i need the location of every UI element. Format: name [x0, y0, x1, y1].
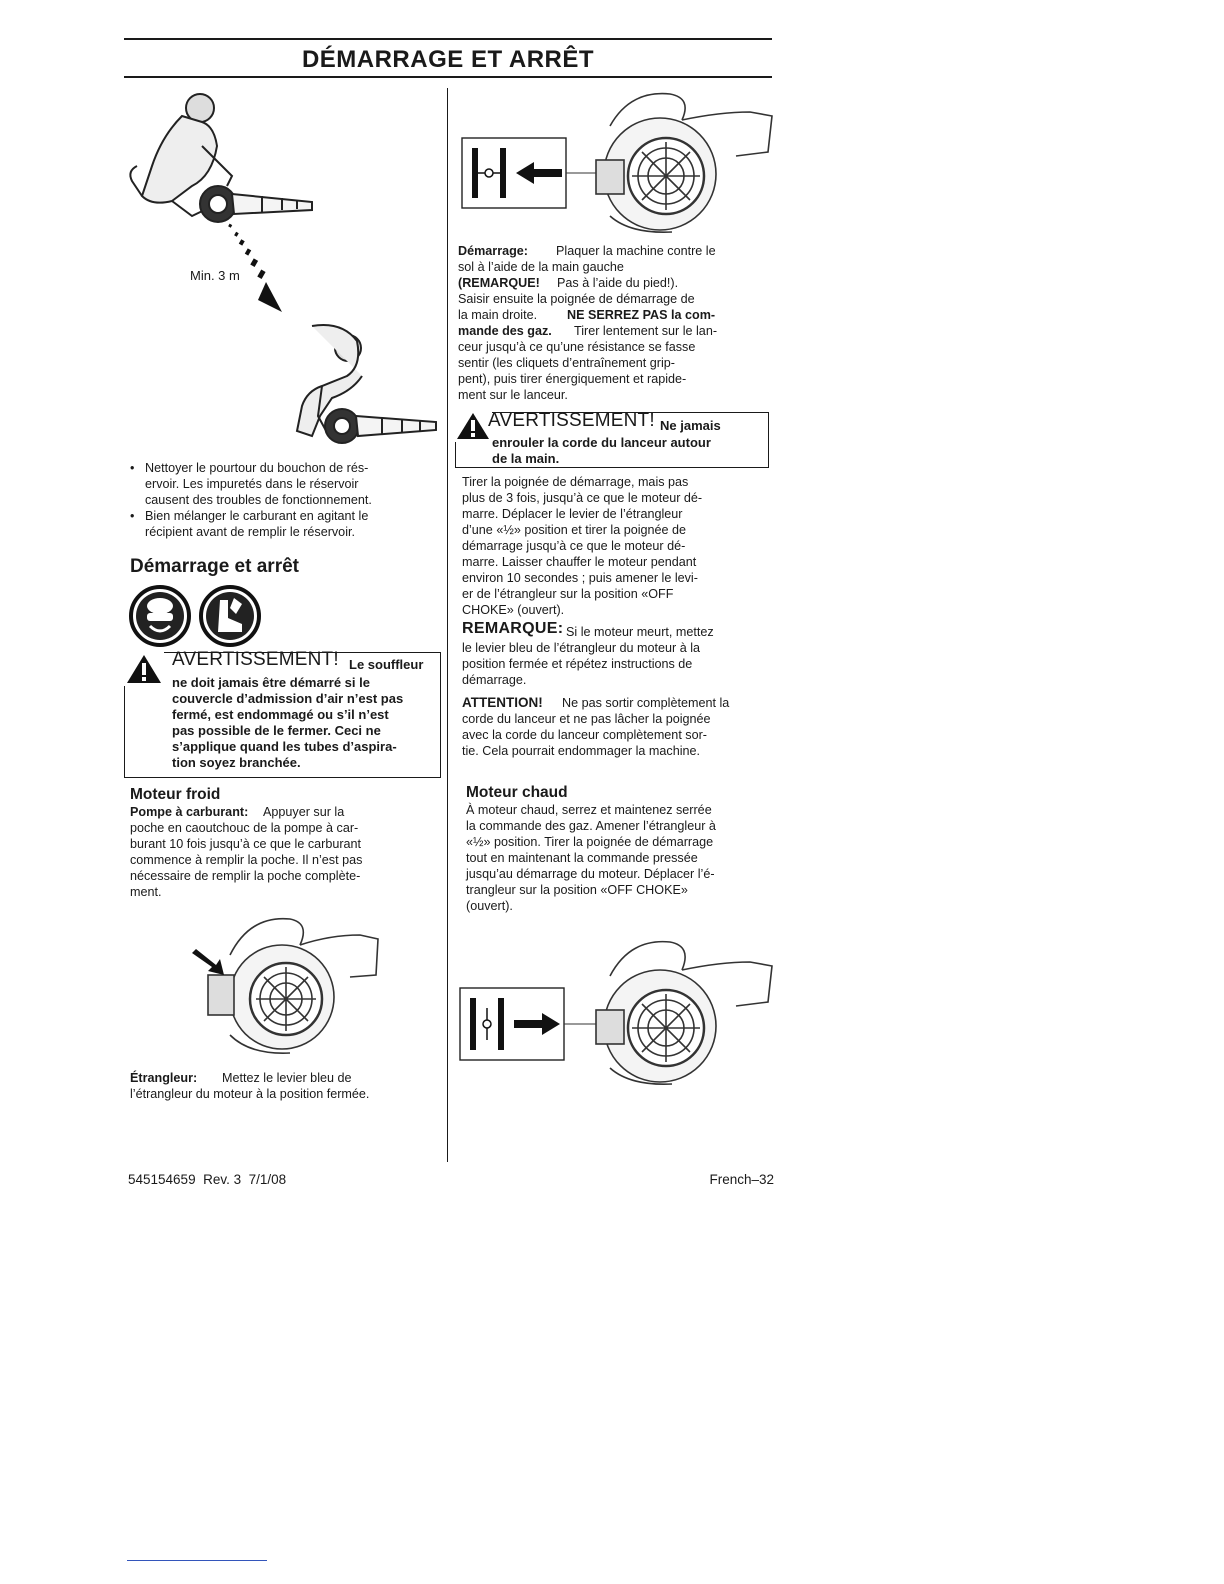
start-line-6: Tirer lentement sur le lan- — [574, 324, 718, 338]
blower-fuel-pump-illustration — [190, 905, 390, 1065]
start-line-9: pent), puis tirer énergiquement et rapide- — [458, 372, 687, 386]
bullet-text-line-3: causent des troubles de fonctionnement. — [145, 493, 372, 507]
warm-line-1: À moteur chaud, serrez et maintenez serrée — [466, 803, 712, 817]
remarque-word: REMARQUE: — [462, 620, 564, 637]
warning-2-word: AVERTISSEMENT! — [488, 410, 655, 431]
attention-line-3: avec la corde du lanceur complètement sor- — [462, 728, 708, 742]
fuel-pump-line-2: poche en caoutchouc de la pompe à car- — [130, 821, 359, 835]
warning-triangle-icon — [124, 652, 164, 686]
warning-2-line-2: enrouler la corde du lanceur autour — [492, 435, 711, 450]
pull-line-2: plus de 3 fois, jusqu’à ce que le moteur dé- — [462, 491, 703, 505]
attention-word: ATTENTION! — [462, 695, 543, 710]
warning-1-line-6: s’applique quand les tubes d’aspira- — [172, 739, 397, 754]
attention-line-2: corde du lanceur et ne pas lâcher la poignée — [462, 712, 711, 726]
pull-line-9: CHOKE» (ouvert). — [462, 603, 565, 617]
warning-1-line-3: couvercle d’admission d’air n’est pas — [172, 691, 404, 706]
warm-line-5: jusqu’au démarrage du moteur. Déplacer l’é- — [466, 867, 715, 881]
choke-line-2: l’étrangleur du moteur à la position fermée. — [130, 1087, 370, 1101]
warning-1-line-4: fermé, est endommagé ou s’il n’est — [172, 707, 389, 722]
warning-1-line-5: pas possible de le fermer. Ceci ne — [172, 723, 381, 738]
remarque-line-2: le levier bleu de l’étrangleur du moteur à la — [462, 641, 701, 655]
warm-line-6: trangleur sur la position «OFF CHOKE» — [466, 883, 688, 897]
attention-line-1: Ne pas sortir complètement la — [562, 696, 730, 710]
warning-1-line-2: ne doit jamais être démarré si le — [172, 675, 370, 690]
protective-equipment-icon — [128, 584, 192, 648]
section-heading: Démarrage et arrêt — [130, 556, 299, 577]
choke-half-illustration — [460, 86, 776, 236]
warm-line-7: (ouvert). — [466, 899, 513, 913]
pull-line-8: er de l’étrangleur sur la position «OFF — [462, 587, 674, 601]
pull-line-5: démarrage jusqu’à ce que le moteur dé- — [462, 539, 686, 553]
footer-doc-number: 545154659 Rev. 3 7/1/08 — [128, 1172, 287, 1187]
bullet-text-line-4: Bien mélanger le carburant en agitant le — [145, 509, 369, 523]
start-line-5: la main droite. — [458, 308, 538, 322]
choke-open-illustration — [458, 932, 778, 1092]
warm-line-2: la commande des gaz. Amener l’étrangleur à — [466, 819, 716, 833]
distance-label: Min. 3 m — [190, 268, 240, 283]
start-line-8: sentir (les cliquets d’entraînement grip- — [458, 356, 675, 370]
bullet-text-line-1: Nettoyer le pourtour du bouchon de rés- — [145, 461, 369, 475]
start-line-1: Plaquer la machine contre le — [556, 244, 716, 258]
header-top-rule — [124, 38, 772, 40]
cold-engine-heading: Moteur froid — [130, 786, 221, 803]
page-title: DÉMARRAGE ET ARRÊT — [301, 46, 595, 73]
no-throttle-a: NE SERREZ PAS la com- — [567, 308, 716, 322]
pull-line-3: marre. Déplacer le levier de l’étrangleur — [462, 507, 683, 521]
start-line-10: ment sur le lanceur. — [458, 388, 568, 402]
pull-line-1: Tirer la poignée de démarrage, mais pas — [462, 475, 689, 489]
warning-1-line-1: Le souffleur — [349, 657, 424, 672]
bullet-2-marker: • — [130, 509, 135, 523]
fuel-pump-line-3: burant 10 fois jusqu’à ce que le carburant — [130, 837, 362, 851]
fuel-pump-line-5: nécessaire de remplir la poche complète- — [130, 869, 361, 883]
safety-distance-illustration — [122, 86, 444, 456]
remarque-line-1: Si le moteur meurt, mettez — [566, 625, 714, 639]
remarque-line-4: démarrage. — [462, 673, 527, 687]
no-throttle-b: mande des gaz. — [458, 324, 552, 338]
warm-line-4: tout en maintenant la commande pressée — [466, 851, 698, 865]
warning-1-word: AVERTISSEMENT! — [172, 649, 339, 670]
bullet-text-line-5: récipient avant de remplir le réservoir. — [145, 525, 355, 539]
choke-label: Étrangleur: — [130, 1071, 198, 1085]
start-label: Démarrage: — [458, 244, 528, 258]
pull-line-6: marre. Laisser chauffer le moteur pendant — [462, 555, 697, 569]
start-line-4: Saisir ensuite la poignée de démarrage de — [458, 292, 695, 306]
start-line-2: sol à l’aide de la main gauche — [458, 260, 624, 274]
start-line-7: ceur jusqu’à ce qu’une résistance se fasse — [458, 340, 696, 354]
choke-line-1: Mettez le levier bleu de — [222, 1071, 352, 1085]
fuel-pump-line-4: commence à remplir la poche. Il n’est pas — [130, 853, 363, 867]
bullet-1-line-1: • — [130, 461, 135, 475]
start-remarque-inline: (REMARQUE! — [458, 276, 540, 290]
attention-line-4: tie. Cela pourrait endommager la machine. — [462, 744, 701, 758]
column-divider — [447, 88, 448, 1162]
warning-1-line-7: tion soyez branchée. — [172, 755, 301, 770]
fuel-pump-line-6: ment. — [130, 885, 162, 899]
footer-page-label: French–32 — [709, 1172, 774, 1187]
warning-2-line-3: de la main. — [492, 451, 560, 466]
fuel-pump-label: Pompe à carburant: — [130, 805, 249, 819]
warm-engine-heading: Moteur chaud — [466, 784, 568, 801]
header-bottom-rule — [124, 76, 772, 78]
warning-triangle-icon — [454, 410, 492, 442]
warm-line-3: «½» position. Tirer la poignée de démarrage — [466, 835, 714, 849]
pull-line-4: d’une «½» position et tirer la poignée de — [462, 523, 687, 537]
gloves-boots-icon — [198, 584, 262, 648]
bullet-text-line-2: ervoir. Les impuretés dans le réservoir — [145, 477, 359, 491]
bottom-link-underline — [127, 1560, 267, 1561]
start-line-3: Pas à l’aide du pied!). — [557, 276, 679, 290]
pull-line-7: environ 10 secondes ; puis amener le levi- — [462, 571, 698, 585]
fuel-pump-line-1: Appuyer sur la — [263, 805, 345, 819]
remarque-line-3: position fermée et répétez instructions de — [462, 657, 693, 671]
warning-2-line-1: Ne jamais — [660, 418, 721, 433]
